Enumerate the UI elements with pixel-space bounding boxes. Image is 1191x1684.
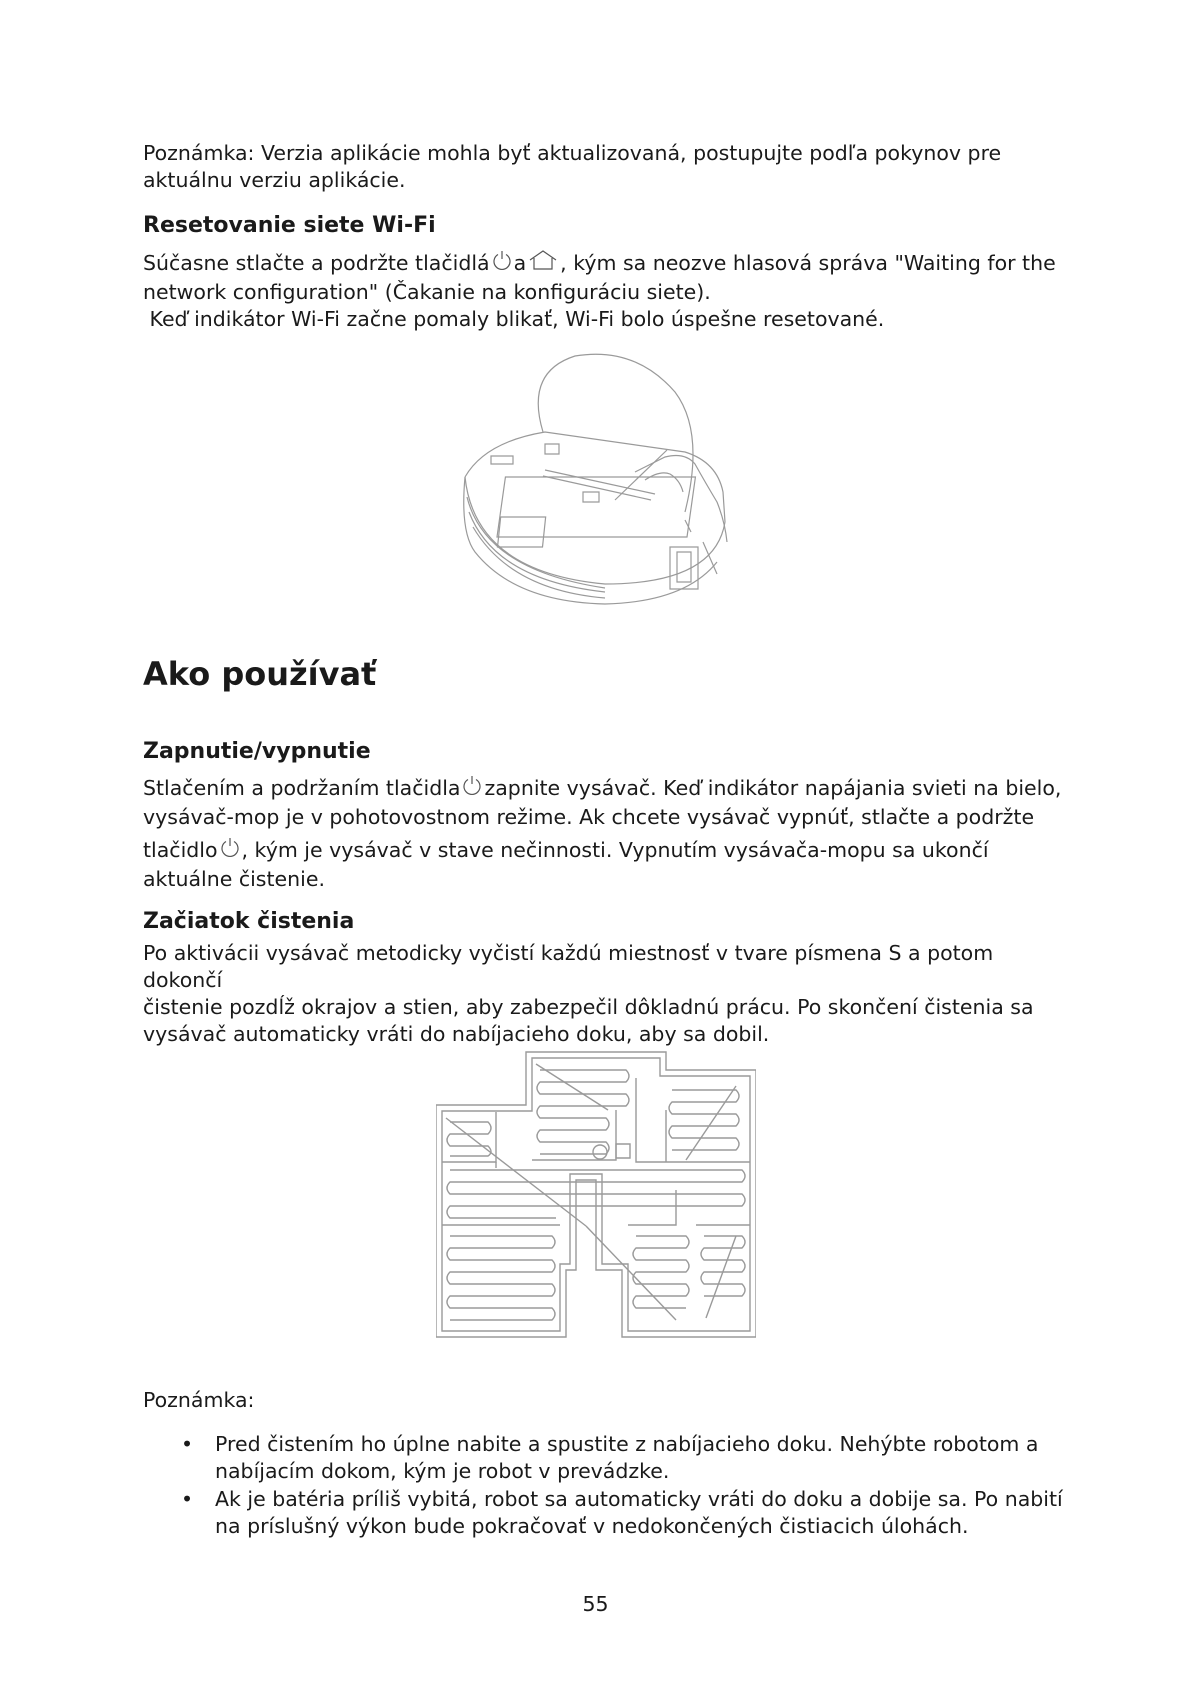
top-note	[143, 140, 1063, 194]
list-item: • Ak je batéria príliš vybitá, robot sa automaticky vráti do doku a dobije sa. Po nabití na príslušný výkon bude pokračovať v nedokončených čistiacich úlohách.	[181, 1487, 1063, 1538]
power-line-4: aktuálne čistenie.	[143, 867, 325, 891]
wifi-reset-line-1: Súčasne stlačte a podržte tlačidlá a , kým sa neozve hlasová správa "Waiting for the	[143, 250, 1063, 279]
top-note-line-2: aktuálnu verziu aplikácie.	[143, 168, 406, 192]
wifi-reset-line-3: Keď indikátor Wi-Fi začne pomaly blikať, Wi-Fi bolo úspešne resetované.	[143, 307, 885, 331]
power-icon	[220, 837, 240, 866]
power-text	[143, 775, 1063, 893]
wifi-reset-text	[143, 250, 1063, 333]
cleaning-line-2: čistenie pozdĺž okrajov a stien, aby zabezpečil dôkladnú prácu. Po skončení čistenia sa	[143, 995, 1034, 1019]
top-note-line-1: Poznámka: Verzia aplikácie mohla byť aktualizovaná, postupujte podľa pokynov pre	[143, 141, 1002, 165]
wifi-reset-line-2: network configuration" (Čakanie na konfiguráciu siete).	[143, 280, 711, 304]
wifi-reset-heading: Resetovanie siete Wi-Fi	[143, 213, 436, 238]
cleaning-line-3: vysávač automaticky vráti do nabíjacieho doku, aby sa dobil.	[143, 1022, 770, 1046]
list-item: • Pred čistením ho úplne nabite a spustite z nabíjacieho doku. Nehýbte robotom a nabíjacím dokom, kým je robot v prevádzke.	[181, 1432, 1039, 1483]
cleaning-line-1: Po aktivácii vysávač metodicky vyčistí každú miestnosť v tvare písmena S a potom dokončí	[143, 941, 994, 992]
cleaning-text	[143, 940, 1063, 1048]
robot-illustration	[455, 352, 745, 624]
power-icon	[462, 775, 482, 804]
how-to-use-heading: Ako používať	[143, 655, 377, 693]
bottom-note-label: Poznámka:	[143, 1388, 255, 1412]
power-icon	[492, 250, 512, 279]
power-heading: Zapnutie/vypnutie	[143, 739, 371, 764]
power-line-1: Stlačením a podržaním tlačidla zapnite vysávač. Keď indikátor napájania svieti na bielo,	[143, 775, 1063, 804]
bottom-note-list	[143, 1431, 1073, 1541]
home-icon	[528, 250, 558, 279]
power-line-3: tlačidlo , kým je vysávač v stave nečinnosti. Vypnutím vysávača-mopu sa ukončí	[143, 837, 1063, 866]
power-line-2: vysávač-mop je v pohotovostnom režime. Ak chcete vysávač vypnúť, stlačte a podržte	[143, 805, 1035, 829]
page-number: 55	[582, 1592, 609, 1616]
cleaning-heading: Začiatok čistenia	[143, 909, 355, 934]
floor-plan-cleaning-path	[436, 1050, 756, 1338]
